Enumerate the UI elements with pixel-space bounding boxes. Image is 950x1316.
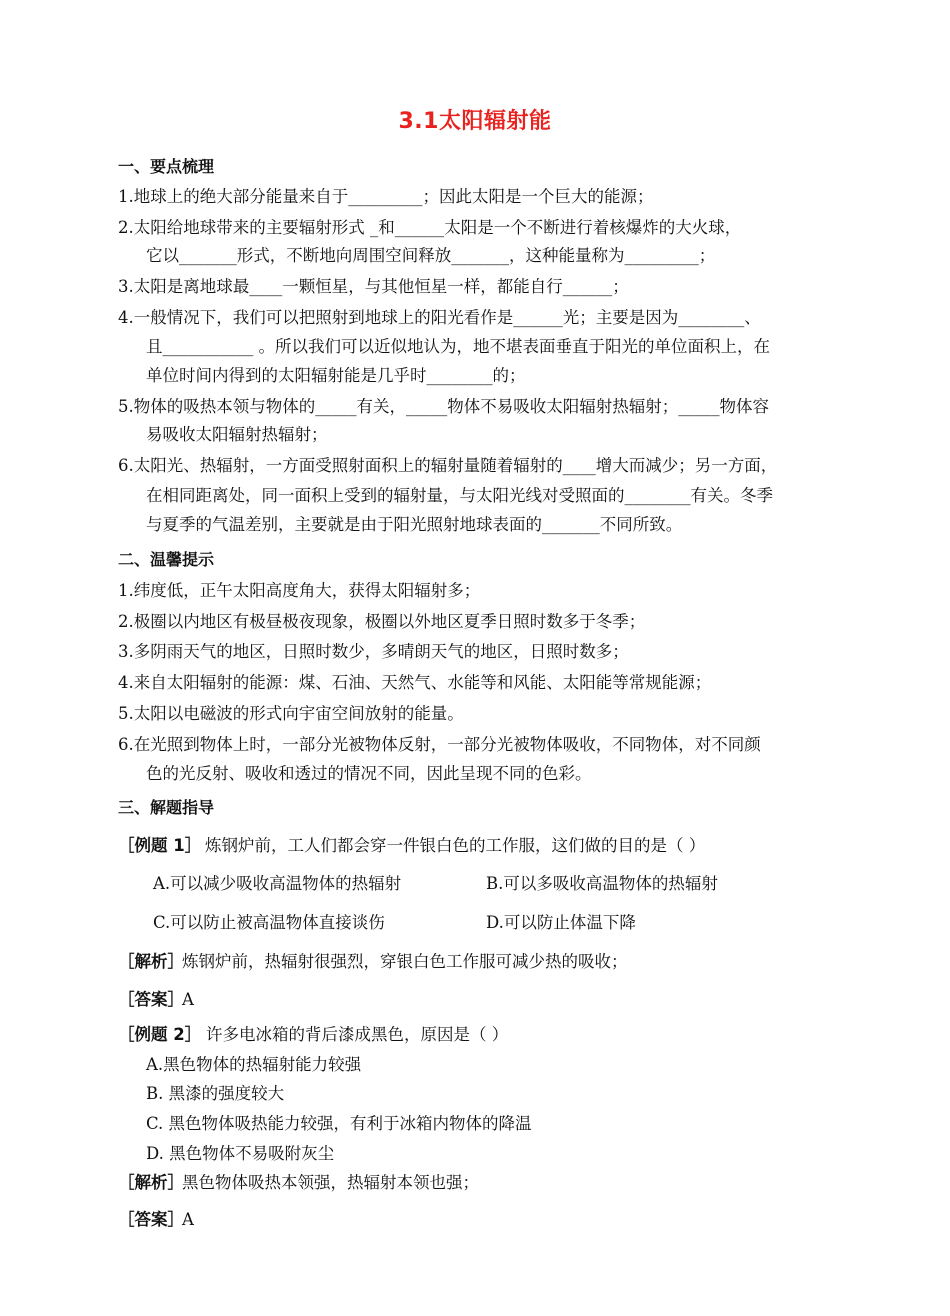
example-1-label: ［例题 1］ [118, 836, 202, 855]
point-line: 2.太阳给地球带来的主要辐射形式 _和______太阳是一个不断进行着核爆炸的大火球， [118, 218, 742, 237]
tip-line: 5.太阳以电磁波的形式向宇宙空间放射的能量。 [118, 704, 464, 723]
example-2-analysis: 黑色物体吸热本领强，热辐射本领也强； [182, 1173, 479, 1192]
point-line: 与夏季的气温差别，主要就是由于阳光照射地球表面的_______不同所致。 [146, 515, 683, 534]
example-1-analysis-label: ［解析］ [118, 952, 184, 971]
example-2-question: 许多电冰箱的背后漆成黑色，原因是（ ） [206, 1025, 509, 1044]
example-2-label: ［例题 2］ [118, 1025, 202, 1044]
example-2-option-d: D. 黑色物体不易吸附灰尘 [146, 1144, 335, 1163]
example-1-analysis: 炼钢炉前，热辐射很强烈，穿银白色工作服可减少热的吸收； [182, 952, 628, 971]
section-heading-guidance: 三、解题指导 [118, 798, 215, 817]
tip-line: 4.来自太阳辐射的能源：煤、石油、天然气、水能等和风能、太阳能等常规能源； [118, 673, 712, 692]
example-2-answer-label: ［答案］ [118, 1210, 184, 1229]
example-1-option-d: D.可以防止体温下降 [486, 913, 636, 932]
point-line: 它以_______形式，不断地向周围空间释放_______，这种能量称为_________； [146, 246, 716, 265]
point-line: 1.地球上的绝大部分能量来自于_________；因此太阳是一个巨大的能源； [118, 187, 654, 206]
tip-line: 2.极圈以内地区有极昼极夜现象，极圈以外地区夏季日照时数多于冬季； [118, 612, 646, 631]
example-1-answer-label: ［答案］ [118, 990, 184, 1009]
tip-line: 1.纬度低，正午太阳高度角大，获得太阳辐射多； [118, 581, 481, 600]
point-line: 5.物体的吸热本领与物体的_____有关，_____物体不易吸收太阳辐射热辐射；_____物体容 [118, 397, 769, 416]
example-1-option-b: B.可以多吸收高温物体的热辐射 [486, 874, 718, 893]
example-2-option-c: C. 黑色物体吸热能力较强，有利于冰箱内物体的降温 [146, 1114, 532, 1133]
section-heading-key-points: 一、要点梳理 [118, 157, 215, 176]
example-1-answer: A [182, 990, 194, 1009]
example-2-option-b: B. 黑漆的强度较大 [146, 1084, 285, 1103]
point-line: 单位时间内得到的太阳辐射能是几乎时________的； [146, 366, 526, 385]
section-heading-tips: 二、温馨提示 [118, 550, 215, 569]
point-line: 易吸收太阳辐射热辐射； [146, 425, 328, 444]
example-2-answer: A [182, 1210, 194, 1229]
point-line: 6.太阳光、热辐射，一方面受照射面积上的辐射量随着辐射的____增大而减少；另一方面， [118, 456, 778, 475]
example-1-option-c: C.可以防止被高温物体直接谈伤 [153, 913, 385, 932]
tip-line: 6.在光照到物体上时，一部分光被物体反射，一部分光被物体吸收，不同物体，对不同颜 [118, 735, 761, 754]
tip-line: 3.多阴雨天气的地区，日照时数少，多晴朗天气的地区，日照时数多； [118, 642, 629, 661]
example-2-option-a: A.黑色物体的热辐射能力较强 [146, 1055, 362, 1074]
page-title: 3.1太阳辐射能 [398, 109, 552, 134]
point-line: 4.一般情况下，我们可以把照射到地球上的阳光看作是______光；主要是因为________、 [118, 308, 761, 327]
point-line: 且___________ 。所以我们可以近似地认为，地不堪表面垂直于阳光的单位面积上，在 [146, 337, 770, 356]
point-line: 在相同距离处，同一面积上受到的辐射量，与太阳光线对受照面的________有关。冬季 [146, 486, 773, 505]
tip-line: 色的光反射、吸收和透过的情况不同，因此呈现不同的色彩。 [146, 764, 592, 783]
example-1-option-a: A.可以减少吸收高温物体的热辐射 [153, 874, 402, 893]
example-1-question: 炼钢炉前，工人们都会穿一件银白色的工作服，这们做的目的是（ ） [205, 836, 706, 855]
example-2-analysis-label: ［解析］ [118, 1173, 184, 1192]
point-line: 3.太阳是离地球最____一颗恒星，与其他恒星一样，都能自行______； [118, 277, 629, 296]
